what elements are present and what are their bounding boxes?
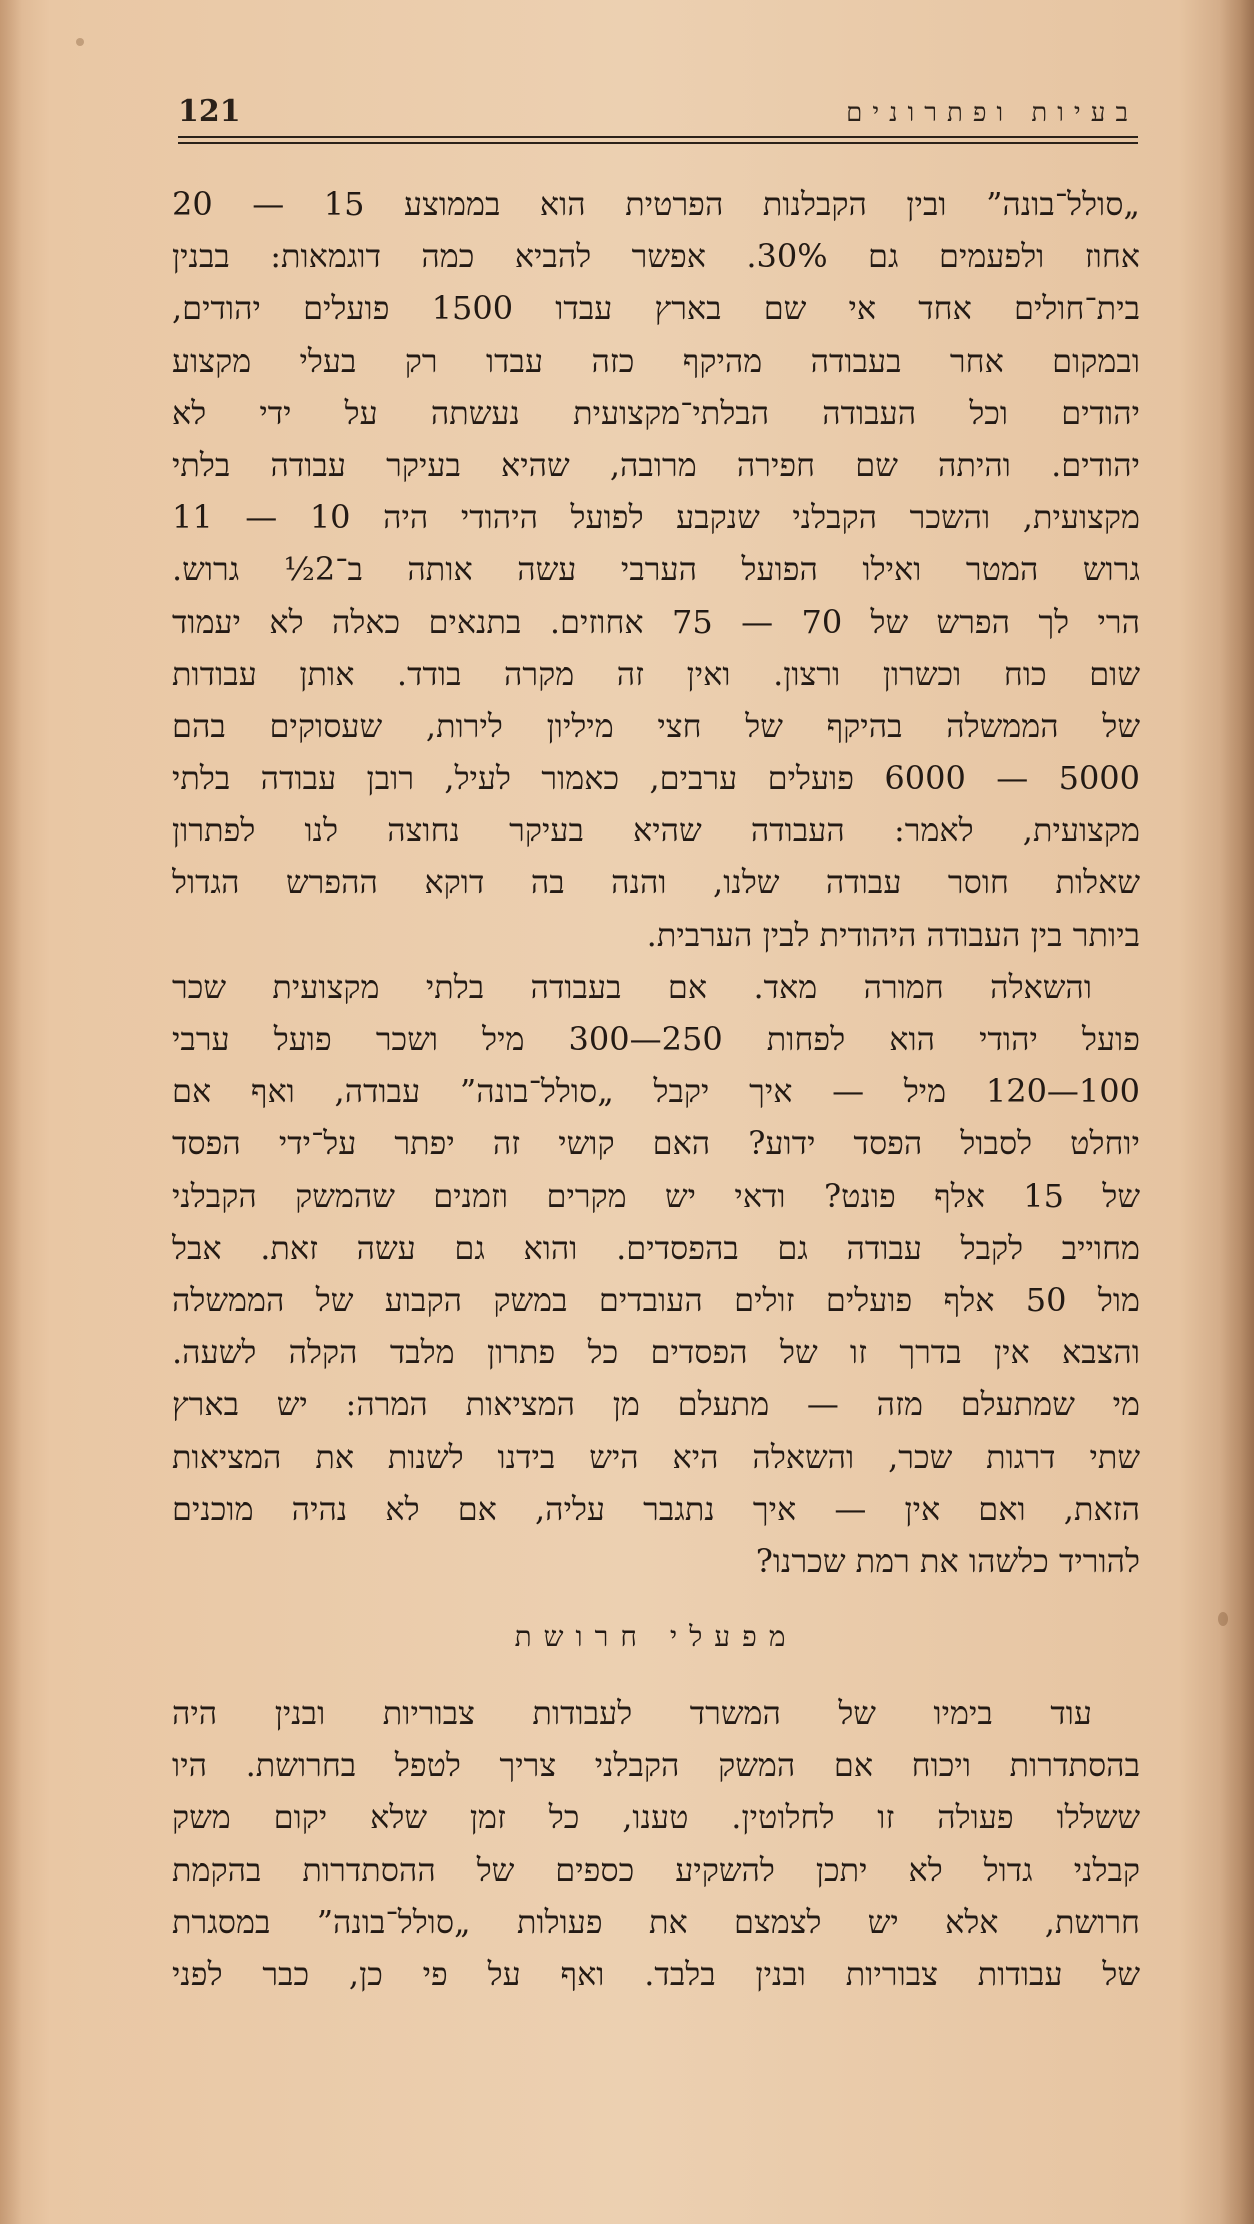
text-line: שום כוח וכשרון ורצון. ואין זה מקרה בודד. אותן עבודות bbox=[172, 654, 1140, 693]
text-line: ובמקום אחר בעבודה מהיקף כזה עבדו רק בעלי מקצוע bbox=[172, 341, 1140, 380]
text-line: והצבא אין בדרך זו של הפסדים כל פתרון מלבד הקלה לשעה. bbox=[172, 1333, 1140, 1372]
section-heading: מפעלי חרושת bbox=[514, 1620, 798, 1654]
text-line: גרוש המטר ואילו הפועל הערבי עשה אותה ב־2½ גרוש. bbox=[172, 550, 1140, 589]
text-line: שתי דרגות שכר, והשאלה היא היש בידנו לשנות את המציאות bbox=[172, 1437, 1140, 1476]
paragraph-1 bbox=[172, 178, 1140, 961]
running-title: בעיות ופתרונים bbox=[846, 98, 1138, 128]
text-line: ביותר בין העבודה היהודית לבין הערבית. bbox=[646, 915, 1140, 954]
text-line: שאלות חוסר עבודה שלנו, והנה בה דוקא ההפרש הגדול bbox=[172, 863, 1140, 902]
paper-blemish bbox=[76, 38, 84, 46]
text-line: של הממשלה בהיקף של חצי מיליון לירות, שעסוקים בהם bbox=[172, 706, 1140, 745]
text-line: בית־חולים אחד אי שם בארץ עבדו 1500 פועלים יהודים, bbox=[172, 289, 1140, 328]
text-line: עוד בימיו של המשרד לעבודות צבוריות ובנין היה bbox=[172, 1694, 1092, 1733]
text-line: מחוייב לקבל עבודה גם בהפסדים. והוא גם עשה זאת. אבל bbox=[172, 1228, 1140, 1267]
text-line: 5000 — 6000 פועלים ערבים, כאמור לעיל, רובן עבודה בלתי bbox=[172, 759, 1140, 798]
text-line: אחוז ולפעמים גם 30%. אפשר להביא כמה דוגמאות: בבנין bbox=[172, 237, 1140, 276]
text-line: מי שמתעלם מזה — מתעלם מן המציאות המרה: יש בארץ bbox=[172, 1385, 1140, 1424]
header-rule bbox=[178, 136, 1138, 138]
text-line: של 15 אלף פונט? ודאי יש מקרים וזמנים שהמשק הקבלני bbox=[172, 1176, 1140, 1215]
text-line: של עבודות צבוריות ובנין בלבד. ואף על פי כן, כבר לפני bbox=[172, 1955, 1140, 1993]
text-line: 100—120 מיל — איך יקבל „סולל־בונה” עבודה, ואף אם bbox=[172, 1072, 1140, 1111]
text-line: חרושת, אלא יש לצמצם את פעולות „סולל־בונה” במסגרת bbox=[172, 1902, 1140, 1941]
text-line: יוחלט לסבול הפסד ידוע? האם קושי זה יפתר על־ידי הפסד bbox=[172, 1124, 1140, 1163]
text-line: מקצועית, לאמר: העבודה שהיא בעיקר נחוצה לנו לפתרון bbox=[172, 811, 1140, 850]
gutter-shadow bbox=[0, 0, 22, 2224]
page-header bbox=[178, 94, 1138, 134]
text-line: קבלני גדול לא יתכן להשקיע כספים של ההסתדרות בהקמת bbox=[172, 1850, 1140, 1889]
text-line: פועל יהודי הוא לפחות 250—300 מיל ושכר פועל ערבי bbox=[172, 1020, 1140, 1058]
main-text bbox=[172, 178, 1140, 2000]
text-line: הרי לך הפרש של 70 — 75 אחוזים. בתנאים כאלה לא יעמוד bbox=[172, 602, 1140, 641]
paper-blemish bbox=[1218, 1612, 1228, 1626]
text-line: והשאלה חמורה מאד. אם בעבודה בלתי מקצועית שכר bbox=[172, 967, 1092, 1006]
header-rule bbox=[178, 142, 1138, 144]
text-line: מול 50 אלף פועלים זולים העובדים במשק הקבוע של הממשלה bbox=[172, 1280, 1140, 1319]
page-number: 121 bbox=[178, 94, 241, 129]
paragraph-3 bbox=[172, 1687, 1140, 2000]
text-line: להוריד כלשהו את רמת שכרנו? bbox=[755, 1541, 1140, 1580]
text-line: מקצועית, והשכר הקבלני שנקבע לפועל היהודי היה 10 — 11 bbox=[172, 498, 1140, 537]
text-line: יהודים. והיתה שם חפירה מרובה, שהיא בעיקר עבודה בלתי bbox=[172, 445, 1140, 484]
page-edge-shadow bbox=[1220, 0, 1254, 2224]
text-line: בהסתדרות ויכוח אם המשק הקבלני צריך לטפל בחרושת. היו bbox=[172, 1746, 1140, 1785]
text-line: הזאת, ואם אין — איך נתגבר עליה, אם לא נהיה מוכנים bbox=[172, 1489, 1140, 1528]
text-line: „סולל־בונה” ובין הקבלנות הפרטית הוא בממוצע 15 — 20 bbox=[172, 185, 1140, 223]
paragraph-2 bbox=[172, 961, 1140, 1587]
text-line: ששללו פעולה זו לחלוטין. טענו, כל זמן שלא יקום משק bbox=[172, 1798, 1140, 1837]
text-line: יהודים וכל העבודה הבלתי־מקצועית נעשתה על ידי לא bbox=[172, 393, 1140, 432]
